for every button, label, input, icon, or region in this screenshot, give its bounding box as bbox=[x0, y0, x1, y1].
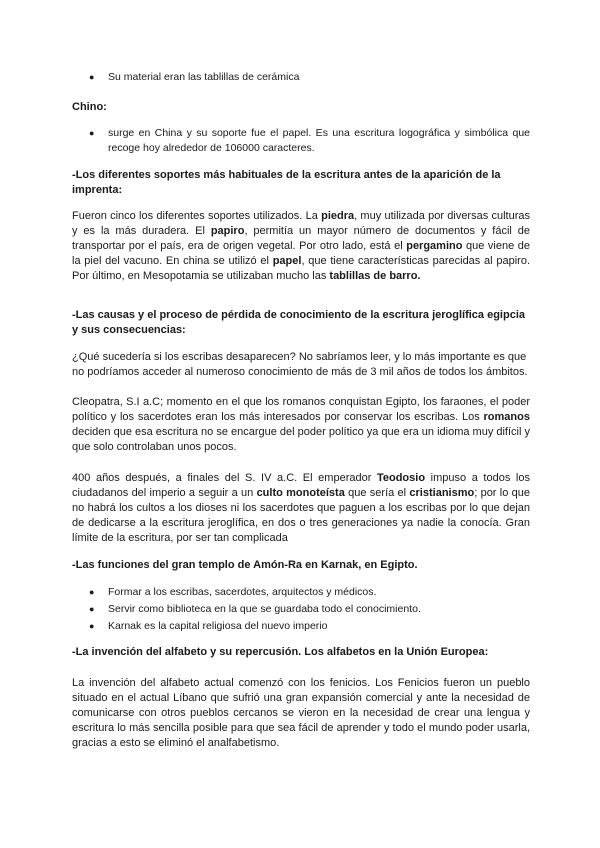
paragraph-alfabeto: La invención del alfabeto actual comenzó con los fenicios. Los Fenicios fueron un pueblo situado en el actual Líbano que sufrió una gran expansión comercial y ante la necesidad de comunicarse con otros pueblos cercanos se vieron en la necesidad de crear una lengua y escritura lo más sencilla posible para que sea fácil de aprender y todo el mundo poder usarla, gracias a esto se eliminó el analfabetismo. bbox=[72, 677, 530, 749]
section-heading-soportes: -Los diferentes soportes más habituales de la escritura antes de la aparición de la imprenta: bbox=[72, 169, 501, 196]
list-item: ● Su material eran las tablillas de cerámica bbox=[89, 71, 300, 83]
bullet-icon: ● bbox=[89, 587, 95, 597]
list-item: ● Servir como biblioteca en la que se guardaba todo el conocimiento. bbox=[89, 603, 421, 615]
bullet-list-top bbox=[72, 70, 530, 85]
paragraph-causas-2: Cleopatra, S.I a.C; momento en el que los romanos conquistan Egipto, los faraones, el poder político y los sacerdotes eran los más interesados por conservar los escribas. Los romanos deciden que esa escritura no se encargue del poder político ya que era un idioma muy difícil y que solo controlaban unos pocos. bbox=[72, 396, 530, 453]
bullet-icon: ● bbox=[89, 128, 95, 138]
paragraph-soportes: Fueron cinco los diferentes soportes utilizados. La piedra, muy utilizada por diversas culturas y es la más duradera. El papiro, permitía un mayor número de documentos y fácil de transportar por el país, era de origen vegetal. Por otro lado, está el pergamino que viene de la piel del vacuno. En china se utilizó el papel, que tiene características parecidas al papiro. Por último, en Mesopotamia se utilizaban mucho las tablillas de barro. bbox=[72, 210, 530, 282]
bullet-list-chino bbox=[72, 126, 530, 156]
list-item: ● Formar a los escribas, sacerdotes, arquitectos y médicos. bbox=[89, 586, 377, 598]
list-item: ● Karnak es la capital religiosa del nuevo imperio bbox=[89, 620, 328, 632]
paragraph-causas-3: 400 años después, a finales del S. IV a.C. El emperador Teodosio impuso a todos los ciudadanos del imperio a seguir a un culto monoteísta que sería el cristianismo; por lo que no habrá los cultos a los dioses ni los sacerdotes que paguen a los escribas por lo que dejan de dedicarse a la escritura jeroglífica, en dos o tres generaciones ya nadie la conocía. Gran límite de la escritura, por ser tan complicada bbox=[72, 472, 530, 544]
list-item: ● surge en China y su soporte fue el papel. Es una escritura logográfica y simbólica que recoge hoy alrededor de 106000 caracteres. bbox=[89, 127, 530, 154]
bullet-list-funciones bbox=[72, 585, 530, 634]
bullet-icon: ● bbox=[89, 621, 95, 631]
section-heading-alfabeto: -La invención del alfabeto y su repercusión. Los alfabetos en la Unión Europea: bbox=[72, 646, 489, 658]
section-heading-causas: -Las causas y el proceso de pérdida de conocimiento de la escritura jeroglífica egipcia y sus consecuencias: bbox=[72, 309, 525, 336]
paragraph-causas-1: ¿Qué sucedería si los escribas desaparecen? No sabríamos leer, y lo más importante es que no podríamos acceder al numeroso conocimiento de más de 3 mil años de todos los ámbitos. bbox=[72, 351, 528, 378]
bullet-icon: ● bbox=[89, 72, 95, 82]
section-heading-funciones: -Las funciones del gran templo de Amón-Ra en Karnak, en Egipto. bbox=[72, 559, 418, 571]
bullet-icon: ● bbox=[89, 604, 95, 614]
section-heading-chino: Chino: bbox=[72, 101, 107, 113]
